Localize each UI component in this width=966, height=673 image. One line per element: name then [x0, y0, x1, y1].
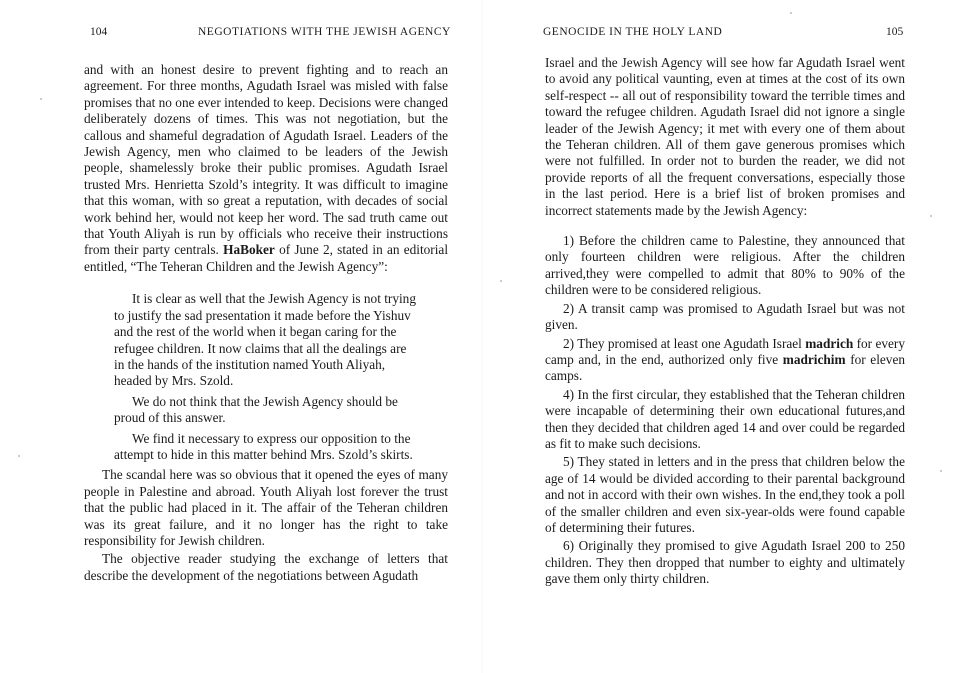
left-column [84, 62, 448, 584]
list-item-6: 6) Originally they promised to give Agudath Israel 200 to 250 children. They then dropped that number to eighty and ultimately gave them only thirty children. [545, 538, 905, 587]
scan-speck [18, 455, 20, 457]
left-paragraph-1: and with an honest desire to prevent fighting and to reach an agreement. For three months, Agudath Israel was misled with false promises that no one ever intended to keep. Decisions were changed deliberately dozens of times. This was not negotiation, but the callous and shameful degradation of Agudath Israel. Leaders of the Jewish Agency, men who claimed to be leaders of the Jewish people, shamelessly broke their public promises. Agudath Israel trusted Mrs. Henrietta Szold’s integrity. It was difficult to imagine that this woman, with so great a reputation, with decades of social work behind her, would not keep her word. The sad truth came out that Youth Aliyah is run by officials who receive their instructions from their party centrals. HaBoker of June 2, stated in an editorial entitled, “The Teheran Children and the Jewish Agency”: [84, 62, 449, 274]
quote-paragraph-3: We find it necessary to express our opposition to the attempt to hide in this matter behind Mrs. Szold’s skirts. [114, 430, 413, 462]
scan-speck [930, 215, 932, 217]
right-running-header: GENOCIDE IN THE HOLY LAND [543, 26, 723, 38]
scan-speck [790, 12, 792, 14]
block-quote [114, 291, 420, 463]
left-running-header: NEGOTIATIONS WITH THE JEWISH AGENCY [198, 26, 451, 38]
quote-paragraph-1: It is clear as well that the Jewish Agency is not trying to justify the sad presentation it made before the Yishuv and the rest of the world when it began caring for the refugee children. It now claims that all the dealings are in the hands of the institution named Youth Aliyah, headed by Mrs. Szold. [114, 291, 416, 389]
scan-speck [40, 98, 42, 100]
list-item-1: 1) Before the children came to Palestine, they announced that only fourteen children were religious. After the children arrived,they were compelled to admit that 80% to 90% of the children were to be considered religious. [545, 233, 905, 298]
scan-speck [940, 470, 942, 472]
list-item-2b: 2) They promised at least one Agudath Israel madrich for every camp and, in the end, authorized only five madrichim for eleven camps. [545, 335, 906, 384]
list-item-4: 4) In the first circular, they established that the Teheran children were incapable of determining their own educational futures,and then they decided that children aged 14 and over could be regarded as fit to make such decisions. [545, 386, 905, 451]
list-item-5: 5) They stated in letters and in the press that children below the age of 14 would be divided according to their parental background and not in accord with their own wishes. In the end,they took a poll of the smaller children and even six-year-olds were found capable of determining their futures. [545, 454, 905, 535]
right-column [545, 55, 905, 588]
left-paragraph-2: The scandal here was so obvious that it opened the eyes of many people in Palestine and abroad. Youth Aliyah lost forever the trust that the public had placed in it. The affair of the Teheran children was its great failure, and it no longer has the right to take responsibility for Jewish children. [84, 467, 448, 548]
left-paragraph-3: The objective reader studying the exchange of letters that describe the development of the negotiations between Agudath [84, 551, 448, 583]
newspaper-name: HaBoker [223, 242, 275, 258]
right-paragraph-1: Israel and the Jewish Agency will see how far Agudath Israel went to avoid any political vaunting, even at times at the cost of its own self-respect -- all out of responsibility toward the terrible times and toward the refugee children. Agudath Israel did not ignore a single leader of the Jewish Agency; it met with every one of them about the Teheran children. All of them gave generous promises which were not fulfilled. In order not to burden the reader, we did not provide reports of all the frequent conversations, especially those in the last period. Here is a brief list of broken promises and incorrect statements made by the Jewish Agency: [545, 55, 905, 218]
right-page-number: 105 [886, 26, 904, 38]
quote-paragraph-2: We do not think that the Jewish Agency should be proud of this answer. [114, 393, 398, 426]
list-item-2a: 2) A transit camp was promised to Agudath Israel but was not given. [545, 300, 905, 333]
right-page [483, 0, 966, 673]
scan-speck [500, 280, 502, 282]
left-page-number: 104 [90, 26, 108, 38]
